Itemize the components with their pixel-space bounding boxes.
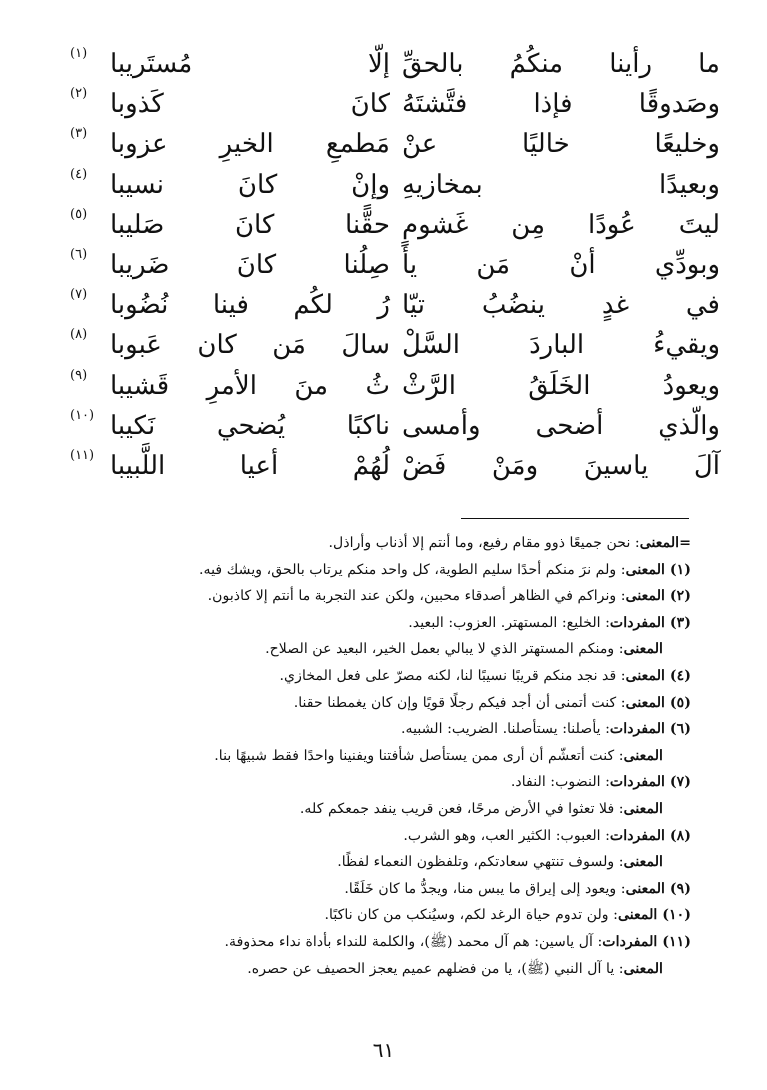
footnote-label: المعنى [623,641,663,658]
verse-first-hemistich: والّذي أضحى وأمسى [402,410,720,441]
footnote-label: (٥) المعنى [625,694,691,711]
footnote-text: : ولم نرَ منكم أحدًا سليم الطوية، كل واحد منكم يرتاب بالحق، ويشك فيه. [199,561,626,578]
footnote-text: : ومنكم المستهتر الذي لا يبالي بعمل الخير، البعيد عن الصلاح. [265,641,624,658]
footnote-label: (١٠) المعنى [617,907,691,924]
footnote-label: (٩) المعنى [625,880,691,897]
footnote-text: : كنت أتمنى أن أجد فيكم رجلًا قويًا وإن كان يغمطنا حقنا. [293,694,626,711]
footnote-label: (٧) المفردات [609,774,691,791]
verse-second-hemistich: لُهُمْ أعيا اللَّبيبا [110,451,390,481]
footnote-text: : يا آل النبي (ﷺ)، يا من فضلهم عميم يعجز الحصيف عن حصره. [247,960,624,977]
verse-first-hemistich: وخليعًا خاليًا عنْ [402,129,720,160]
footnote-line [51,769,691,796]
footnote-marker: (٨) [70,327,88,343]
footnote-marker: (٤) [70,166,88,182]
verse-first-hemistich: ما رأينا منكُمُ بالحقِّ [402,49,720,79]
page-number: ٦١ [372,1038,395,1062]
verse-second-hemistich: ثُ منَ الأمرِ قَشيبا [110,370,390,401]
footnote-line [51,663,691,690]
footnote-marker: (١٠) [70,407,95,423]
footnote-text: : فلا تعثوا في الأرض مرحًا، فعن قريب ينفد جمعكم كله. [299,800,624,817]
footnote-marker: (٧) [70,287,88,303]
footnote-label: (٨) المفردات [609,827,691,844]
footnote-text: : الخليع: المستهتر. العزوب: البعيد. [408,614,610,631]
footnote-marker: (٢) [70,86,88,102]
footnote-line [51,956,691,983]
footnote-label: (٣) المفردات [609,614,691,631]
footnote-marker: (٣) [70,126,88,142]
footnote-line [51,823,691,850]
footnote-marker: (١١) [70,448,95,463]
footnote-line [51,583,691,610]
footnote-divider [461,518,689,519]
footnote-line [51,796,691,823]
verse-second-hemistich: ناكبًا يُضحي نَكيبا [110,410,390,441]
verse-second-hemistich: صِلُنا كانَ ضَريبا [110,250,390,280]
footnote-text: : قد نجد منكم قريبًا نسيبًا لنا، لكنه مصرّ على فعل المخازي. [279,667,626,684]
verse-first-hemistich: وبعيدًا بمخازيهِ [402,169,720,200]
footnote-label: المعنى [623,854,663,871]
verse-second-hemistich: حقًّنا كانَ صَليبا [110,209,390,240]
verse-second-hemistich: مَطمعِ الخيرِ عزوبا [110,129,390,160]
verse-first-hemistich: ويعودُ الخَلَقُ الرَّثْ [402,370,720,401]
footnote-marker: (١) [70,46,88,61]
footnotes [51,530,691,982]
footnote-label: (١١) المفردات [602,933,691,950]
footnote-line [51,902,691,929]
footnote-marker: (٦) [70,247,88,262]
footnote-line [51,716,691,743]
verse-second-hemistich: رُ لكُم فينا نُضُوبا [110,290,390,321]
verse-second-hemistich: سالَ مَن كان عَبوبا [110,330,390,361]
footnote-marker: (٥) [70,206,88,222]
verse-first-hemistich: وصَدوقًا فإذا فتَّشتَهُ [402,89,720,120]
verse-first-hemistich: ليتَ عُودًا مِن غَشومٍ [402,209,720,240]
footnote-line [51,849,691,876]
footnote-label: المعنى [623,960,663,977]
verse-line [70,440,720,492]
footnote-line [51,610,691,637]
footnote-text: : نحن جميعًا ذوو مقام رفيع، وما أنتم إلا أذناب وأراذل. [328,535,640,551]
footnote-label: (٦) المفردات [609,721,691,738]
footnote-line [51,636,691,663]
footnote-text: : ولسوف تنتهي سعادتكم، وتلفظون النعماء لفظًا. [337,854,624,871]
footnote-text: : ولن تدوم حياة الرغد لكم، وسيُنكب من كان ناكبًا. [324,907,618,924]
footnote-line [51,557,691,584]
footnote-label: المعنى [623,800,663,817]
footnote-label: (٢) المعنى [625,588,691,605]
verse-second-hemistich: وإنْ كانَ نسيبا [110,169,390,200]
verse-second-hemistich: إلّا مُستَريبا [110,49,390,79]
footnote-line [51,690,691,717]
footnote-text: : ونراكم في الظاهر أصدقاء محبين، ولكن عند التجربة ما أنتم إلا كاذبون. [207,588,626,605]
footnote-label: المعنى [623,747,663,764]
footnote-label: (٤) المعنى [625,667,691,684]
verse-first-hemistich: آلَ ياسينَ ومَنْ فَضْ [402,451,720,481]
footnote-marker: (٩) [70,367,88,383]
footnote-text: : آل ياسين: هم آل محمد (ﷺ)، والكلمة للنداء بأداة نداء محذوفة. [224,933,603,950]
footnote-text: : النضوب: النفاد. [510,774,610,791]
footnote-line [51,876,691,903]
footnote-line [51,929,691,956]
footnote-label: (١) المعنى [625,561,691,578]
footnote-line [51,530,691,557]
verse-first-hemistich: ويقيءُ الباردَ السَّلْ [402,330,720,361]
footnote-text: : ويعود إلى إيراق ما يبس منا، ويجدُّ ما كان خَلَقًا. [344,880,626,897]
verse-second-hemistich: كانَ كَذوبا [110,89,390,120]
footnote-line [51,743,691,770]
footnote-text: : يأصلنا: يستأصلنا. الضريب: الشبيه. [400,721,610,738]
verse-first-hemistich: وبودِّي أنْ مَن يأ [402,250,720,280]
footnote-text: : كنت أتعشّم أن أرى ممن يستأصل شأفتنا ويفنينا واحدًا فقط شبيهًا بنا. [214,747,624,764]
footnote-text: : العبوب: الكثير العب، وهو الشرب. [403,827,610,844]
footnote-label: =المعنى [639,535,691,551]
verse-first-hemistich: في غدٍ ينضُبُ تيّا [402,290,720,321]
